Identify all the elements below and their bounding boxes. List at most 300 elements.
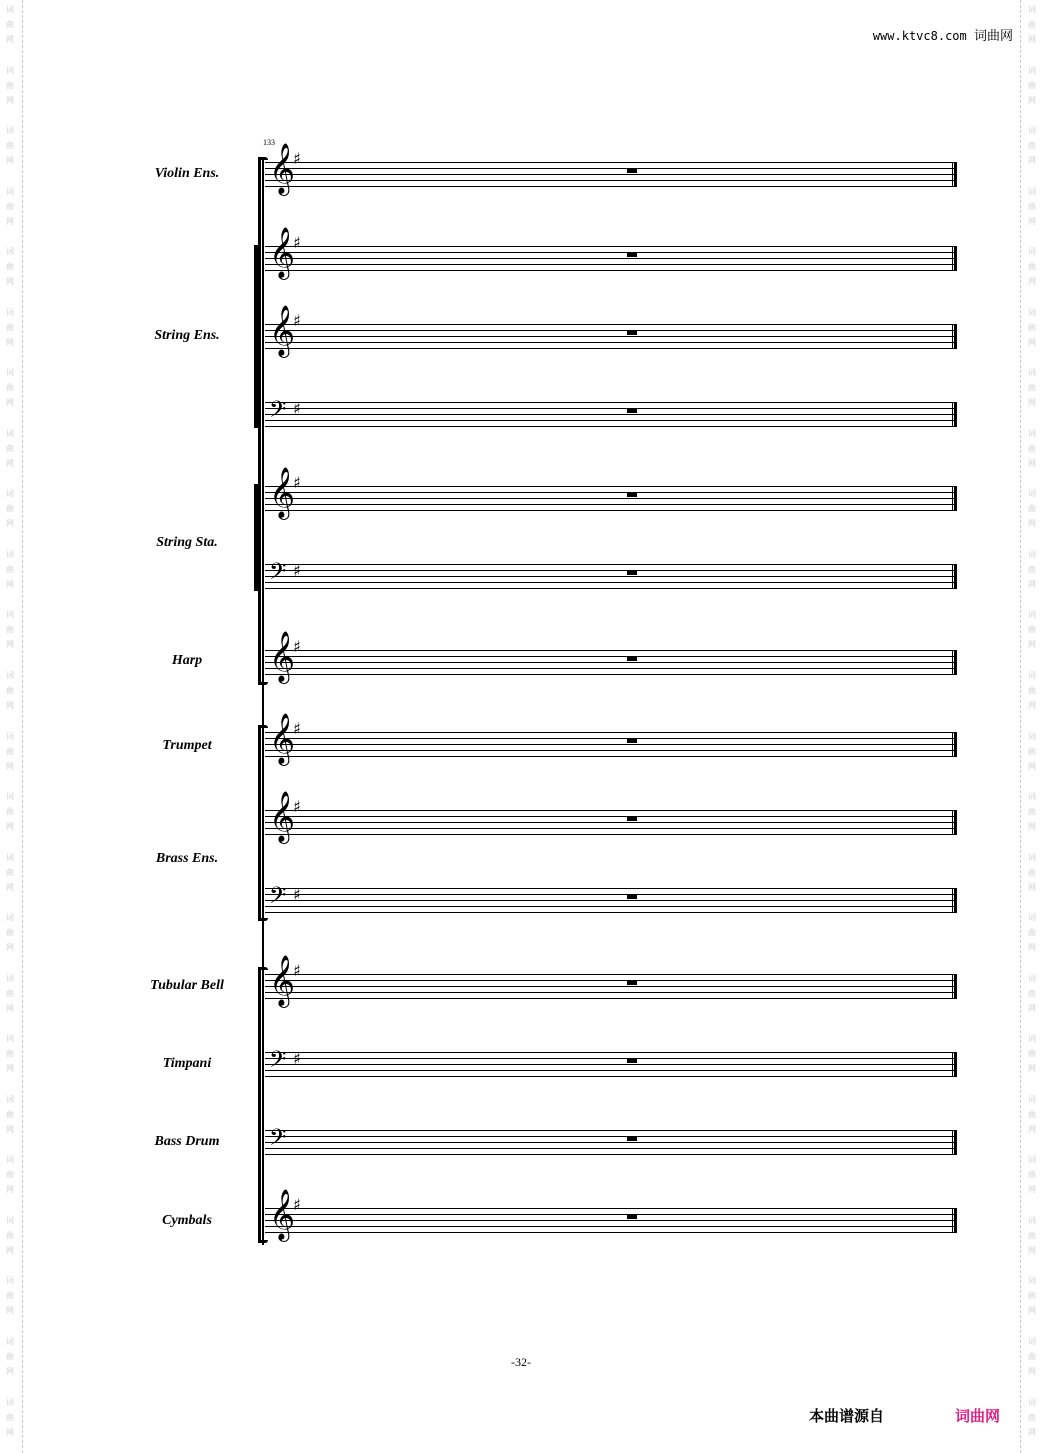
watermark-char: 网 — [6, 337, 14, 347]
watermark-group — [1028, 727, 1036, 788]
watermark-char: 曲 — [6, 625, 14, 635]
staff-line — [265, 810, 957, 811]
final-barline-thick — [954, 402, 957, 427]
whole-rest-icon — [627, 739, 637, 743]
watermark-char: 曲 — [1028, 201, 1036, 211]
watermark-char: 网 — [1028, 882, 1036, 892]
watermark-char: 曲 — [1028, 504, 1036, 514]
staff-line — [265, 174, 957, 175]
bass-clef-icon: 𝄢 — [269, 1047, 287, 1078]
watermark-char: 曲 — [6, 746, 14, 756]
final-barline-thick — [954, 810, 957, 835]
watermark-char: 网 — [6, 35, 14, 44]
watermark-char: 词 — [6, 913, 14, 923]
watermark-group — [1028, 363, 1036, 424]
whole-rest-icon — [627, 253, 637, 257]
watermark-char: 词 — [6, 792, 14, 802]
staff-line — [265, 986, 957, 987]
staff-line — [265, 656, 957, 657]
watermark-char: 网 — [6, 95, 14, 105]
staff — [265, 397, 957, 428]
staff-line — [265, 1058, 957, 1059]
staff-line — [265, 504, 957, 505]
watermark-char: 网 — [6, 458, 14, 468]
bass-clef-icon: 𝄢 — [269, 559, 287, 590]
watermark-char: 词 — [6, 610, 14, 620]
staff-line — [265, 894, 957, 895]
staff-line — [265, 888, 957, 889]
watermark-char: 曲 — [6, 1170, 14, 1180]
staff-line — [265, 426, 957, 427]
watermark-group — [6, 787, 14, 848]
watermark-char: 曲 — [6, 928, 14, 938]
staff-line — [265, 1136, 957, 1137]
instrument-label-string-ens: String Ens. — [154, 328, 220, 343]
staff-line — [265, 1148, 957, 1149]
watermark-char: 词 — [1028, 671, 1036, 681]
key-signature-sharp-icon: ♯ — [293, 233, 301, 252]
staff-line — [265, 246, 957, 247]
watermark-char: 网 — [6, 1427, 14, 1437]
staff — [265, 631, 957, 682]
staff-line — [265, 732, 957, 733]
staff — [265, 559, 957, 590]
staff-line — [265, 270, 957, 271]
instrument-label-brass-ens: Brass Ens. — [155, 851, 219, 866]
watermark-char: 网 — [1028, 1064, 1036, 1074]
watermark-group — [6, 303, 14, 364]
staff-line — [265, 324, 957, 325]
watermark-char: 网 — [1028, 701, 1036, 711]
staff-line — [265, 402, 957, 403]
watermark-group — [6, 424, 14, 485]
watermark-char: 词 — [1028, 731, 1036, 741]
watermark-char: 曲 — [6, 20, 14, 29]
watermark-char: 词 — [6, 65, 14, 75]
whole-rest-icon — [627, 1059, 637, 1063]
watermark-char: 网 — [6, 277, 14, 287]
watermark-char: 网 — [1028, 156, 1036, 166]
watermark-char: 网 — [1028, 822, 1036, 832]
watermark-group — [6, 1029, 14, 1090]
watermark-char: 词 — [1028, 913, 1036, 923]
final-barline-thin — [952, 888, 953, 913]
staff-line — [265, 1130, 957, 1131]
staff-line — [265, 1070, 957, 1071]
percussion-bracket — [258, 970, 266, 1240]
key-signature-sharp-icon: ♯ — [293, 473, 301, 492]
final-barline-thin — [952, 810, 953, 835]
staff — [265, 467, 957, 518]
staff-line — [265, 1076, 957, 1077]
watermark-group — [1028, 61, 1036, 122]
whole-rest-icon — [627, 981, 637, 985]
watermark-char: 网 — [1028, 1124, 1036, 1134]
final-barline-thick — [954, 974, 957, 999]
watermark-char: 词 — [1028, 307, 1036, 317]
watermark-char: 词 — [6, 1215, 14, 1225]
staff-line — [265, 414, 957, 415]
watermark-group — [1028, 242, 1036, 303]
watermark-char: 词 — [1028, 1034, 1036, 1044]
watermark-char: 网 — [1028, 1185, 1036, 1195]
staff-line — [265, 1214, 957, 1215]
watermark-char: 曲 — [1028, 262, 1036, 272]
staff — [265, 883, 957, 914]
final-barline-thick — [954, 1052, 957, 1077]
watermark-char: 词 — [1028, 368, 1036, 378]
watermark-char: 网 — [6, 882, 14, 892]
watermark-char: 词 — [1028, 1337, 1036, 1347]
footer-brand[interactable]: 词曲网 — [955, 1407, 1001, 1425]
watermark-char: 曲 — [1028, 1170, 1036, 1180]
staff-line — [265, 186, 957, 187]
final-barline-thick — [954, 650, 957, 675]
staff-line — [265, 980, 957, 981]
watermark-group — [6, 727, 14, 788]
watermark-char: 曲 — [1028, 141, 1036, 151]
final-barline-thick — [954, 1208, 957, 1233]
page-number: -32- — [511, 1355, 531, 1369]
watermark-group — [6, 908, 14, 969]
watermark-char: 词 — [1028, 1155, 1036, 1165]
watermark-group — [6, 1150, 14, 1211]
watermark-group — [6, 1271, 14, 1332]
watermark-char: 网 — [1028, 95, 1036, 105]
watermark-char: 词 — [6, 1276, 14, 1286]
staff-line — [265, 330, 957, 331]
watermark-char: 网 — [1028, 640, 1036, 650]
watermark-group — [6, 545, 14, 606]
staff-line — [265, 180, 957, 181]
watermark-char: 曲 — [6, 201, 14, 211]
watermark-char: 曲 — [1028, 80, 1036, 90]
watermark-char: 曲 — [6, 564, 14, 574]
staff-line — [265, 750, 957, 751]
staff-line — [265, 912, 957, 913]
final-barline-thick — [954, 162, 957, 187]
key-signature-sharp-icon: ♯ — [293, 637, 301, 656]
instrument-label-string-sta: String Sta. — [156, 535, 218, 550]
watermark-char: 曲 — [1028, 322, 1036, 332]
staff-line — [265, 348, 957, 349]
watermark-group — [1028, 1211, 1036, 1272]
watermark-group — [1028, 545, 1036, 606]
staff-line — [265, 674, 957, 675]
watermark-char: 网 — [6, 640, 14, 650]
watermark-char: 网 — [6, 519, 14, 529]
watermark-group — [1028, 969, 1036, 1030]
watermark-char: 词 — [6, 731, 14, 741]
watermark-char: 曲 — [1028, 625, 1036, 635]
treble-clef-icon: 𝄞 — [269, 305, 296, 356]
watermark-group — [6, 484, 14, 545]
whole-rest-icon — [627, 409, 637, 413]
watermark-char: 网 — [1028, 35, 1036, 44]
watermark-char: 词 — [6, 1397, 14, 1407]
staff-line — [265, 264, 957, 265]
staff-line — [265, 822, 957, 823]
staff — [265, 227, 957, 278]
instrument-label-trumpet: Trumpet — [162, 738, 212, 753]
staff — [265, 955, 957, 1006]
watermark-char: 词 — [1028, 126, 1036, 136]
watermark-group — [6, 121, 14, 182]
watermark-char: 词 — [1028, 549, 1036, 559]
watermark-char: 曲 — [6, 686, 14, 696]
watermark-char: 曲 — [6, 1352, 14, 1362]
staff-line — [265, 168, 957, 169]
staff-line — [265, 1142, 957, 1143]
watermark-group — [6, 848, 14, 909]
whole-rest-icon — [627, 571, 637, 575]
watermark-char: 词 — [6, 5, 14, 14]
watermark-group — [1028, 0, 1036, 61]
watermark-char: 词 — [1028, 973, 1036, 983]
final-barline-thick — [954, 732, 957, 757]
final-barline-thick — [954, 246, 957, 271]
watermark-char: 曲 — [1028, 988, 1036, 998]
left-watermark-column — [2, 0, 18, 1453]
staff-line — [265, 668, 957, 669]
treble-clef-icon: 𝄞 — [269, 143, 296, 194]
staff-line — [265, 1064, 957, 1065]
bass-clef-icon: 𝄢 — [269, 883, 287, 914]
treble-clef-icon: 𝄞 — [269, 227, 296, 278]
staff-line — [265, 756, 957, 757]
watermark-char: 词 — [1028, 852, 1036, 862]
watermark-char: 网 — [6, 701, 14, 711]
staff-line — [265, 342, 957, 343]
final-barline-thin — [952, 564, 953, 589]
watermark-char: 词 — [1028, 792, 1036, 802]
watermark-char: 网 — [6, 1124, 14, 1134]
staff-line — [265, 582, 957, 583]
watermark-char: 词 — [1028, 65, 1036, 75]
instrument-label-violin-ens: Violin Ens. — [154, 166, 220, 181]
staff — [265, 1047, 957, 1078]
key-signature-sharp-icon: ♯ — [293, 885, 301, 904]
key-signature-sharp-icon: ♯ — [293, 311, 301, 330]
final-barline-thin — [952, 1052, 953, 1077]
watermark-char: 曲 — [6, 141, 14, 151]
staff-line — [265, 420, 957, 421]
staff — [265, 143, 957, 194]
watermark-group — [1028, 605, 1036, 666]
watermark-group — [6, 1090, 14, 1151]
staff-line — [265, 258, 957, 259]
treble-clef-icon: 𝄞 — [269, 955, 296, 1006]
watermark-group — [6, 605, 14, 666]
staff-line — [265, 998, 957, 999]
staff-line — [265, 828, 957, 829]
watermark-char: 曲 — [1028, 443, 1036, 453]
watermark-char: 网 — [6, 1003, 14, 1013]
watermark-char: 词 — [6, 549, 14, 559]
final-barline-thick — [954, 564, 957, 589]
watermark-char: 词 — [1028, 489, 1036, 499]
watermark-char: 网 — [1028, 1245, 1036, 1255]
whole-rest-icon — [627, 1137, 637, 1141]
treble-clef-icon: 𝄞 — [269, 713, 296, 764]
watermark-group — [6, 363, 14, 424]
staff-line — [265, 992, 957, 993]
watermark-char: 网 — [6, 216, 14, 226]
staff-line — [265, 162, 957, 163]
key-signature-sharp-icon: ♯ — [293, 399, 301, 418]
site-name: 词曲网 — [973, 29, 1013, 44]
final-barline-thin — [952, 732, 953, 757]
watermark-group — [1028, 787, 1036, 848]
watermark-char: 词 — [6, 368, 14, 378]
staff-line — [265, 834, 957, 835]
right-margin-dashed-line — [1020, 0, 1021, 1453]
site-url[interactable]: www.ktvc8.com — [872, 29, 967, 43]
staff-line — [265, 336, 957, 337]
key-signature-sharp-icon: ♯ — [293, 719, 301, 738]
watermark-char: 网 — [6, 1064, 14, 1074]
watermark-char: 网 — [1028, 458, 1036, 468]
watermark-char: 网 — [6, 1185, 14, 1195]
final-barline-thin — [952, 1208, 953, 1233]
watermark-char: 曲 — [6, 504, 14, 514]
watermark-char: 网 — [6, 156, 14, 166]
key-signature-sharp-icon: ♯ — [293, 961, 301, 980]
watermark-char: 曲 — [1028, 928, 1036, 938]
whole-rest-icon — [627, 1215, 637, 1219]
staff-line — [265, 1208, 957, 1209]
watermark-char: 曲 — [1028, 1412, 1036, 1422]
measure-number: 133 — [263, 138, 275, 147]
watermark-char: 网 — [1028, 277, 1036, 287]
watermark-char: 曲 — [6, 1109, 14, 1119]
watermark-char: 曲 — [6, 383, 14, 393]
staff-line — [265, 900, 957, 901]
staff-line — [265, 906, 957, 907]
watermark-char: 网 — [1028, 1306, 1036, 1316]
instrument-label-harp: Harp — [171, 653, 203, 668]
watermark-group — [6, 242, 14, 303]
watermark-char: 词 — [1028, 1094, 1036, 1104]
watermark-group — [1028, 666, 1036, 727]
final-barline-thick — [954, 1130, 957, 1155]
watermark-group — [1028, 848, 1036, 909]
watermark-char: 曲 — [6, 1291, 14, 1301]
watermark-char: 网 — [1028, 1427, 1036, 1437]
watermark-group — [1028, 1271, 1036, 1332]
final-barline-thin — [952, 650, 953, 675]
footer-source-text: 本曲谱源自 — [809, 1407, 885, 1425]
whole-rest-icon — [627, 817, 637, 821]
watermark-char: 网 — [6, 1245, 14, 1255]
watermark-char: 曲 — [6, 322, 14, 332]
staff — [265, 305, 957, 356]
watermark-char: 网 — [6, 1367, 14, 1377]
final-barline-thin — [952, 974, 953, 999]
watermark-char: 网 — [1028, 398, 1036, 408]
staff — [265, 1125, 957, 1156]
staff — [265, 791, 957, 842]
final-barline-thin — [952, 486, 953, 511]
watermark-group — [6, 61, 14, 122]
watermark-char: 网 — [1028, 1003, 1036, 1013]
watermark-char: 词 — [6, 428, 14, 438]
watermark-char: 词 — [6, 1094, 14, 1104]
watermark-char: 词 — [6, 1155, 14, 1165]
bass-clef-icon: 𝄢 — [269, 397, 287, 428]
staff-line — [265, 816, 957, 817]
watermark-group — [6, 969, 14, 1030]
final-barline-thin — [952, 162, 953, 187]
final-barline-thin — [952, 246, 953, 271]
staff — [265, 1189, 957, 1240]
instrument-label-timpani: Timpani — [162, 1056, 212, 1071]
watermark-char: 曲 — [1028, 1049, 1036, 1059]
treble-clef-icon: 𝄞 — [269, 631, 296, 682]
treble-clef-icon: 𝄞 — [269, 467, 296, 518]
instrument-label-bass-drum: Bass Drum — [154, 1134, 220, 1149]
watermark-char: 词 — [6, 852, 14, 862]
watermark-char: 曲 — [6, 262, 14, 272]
watermark-char: 曲 — [6, 1049, 14, 1059]
staff-line — [265, 1226, 957, 1227]
watermark-group — [6, 182, 14, 243]
staff-line — [265, 576, 957, 577]
staff-line — [265, 486, 957, 487]
watermark-char: 网 — [1028, 519, 1036, 529]
watermark-group — [1028, 1150, 1036, 1211]
watermark-char: 网 — [1028, 1367, 1036, 1377]
staff-line — [265, 1220, 957, 1221]
watermark-group — [6, 0, 14, 61]
key-signature-sharp-icon: ♯ — [293, 561, 301, 580]
watermark-char: 曲 — [1028, 564, 1036, 574]
whole-rest-icon — [627, 493, 637, 497]
final-barline-thick — [954, 888, 957, 913]
header-site — [873, 25, 1013, 44]
watermark-char: 曲 — [1028, 807, 1036, 817]
watermark-char: 曲 — [1028, 1230, 1036, 1240]
watermark-char: 曲 — [1028, 1352, 1036, 1362]
staff — [265, 713, 957, 764]
watermark-char: 网 — [6, 1306, 14, 1316]
watermark-char: 词 — [6, 1337, 14, 1347]
instrument-label-tubular-bell: Tubular Bell — [150, 978, 224, 993]
right-watermark-column — [1024, 0, 1040, 1453]
watermark-char: 词 — [1028, 1215, 1036, 1225]
watermark-char: 曲 — [6, 867, 14, 877]
treble-clef-icon: 𝄞 — [269, 791, 296, 842]
final-barline-thin — [952, 324, 953, 349]
watermark-group — [6, 1211, 14, 1272]
watermark-char: 词 — [6, 126, 14, 136]
watermark-char: 曲 — [1028, 867, 1036, 877]
treble-clef-icon: 𝄞 — [269, 1189, 296, 1240]
watermark-char: 词 — [1028, 186, 1036, 196]
staff-line — [265, 510, 957, 511]
watermark-group — [1028, 908, 1036, 969]
watermark-group — [1028, 1090, 1036, 1151]
final-barline-thick — [954, 486, 957, 511]
watermark-group — [6, 1393, 14, 1453]
watermark-char: 曲 — [1028, 746, 1036, 756]
staff-line — [265, 408, 957, 409]
watermark-char: 曲 — [1028, 1291, 1036, 1301]
watermark-char: 曲 — [6, 1412, 14, 1422]
staff-line — [265, 588, 957, 589]
left-margin-dashed-line — [22, 0, 23, 1453]
key-signature-sharp-icon: ♯ — [293, 1195, 301, 1214]
